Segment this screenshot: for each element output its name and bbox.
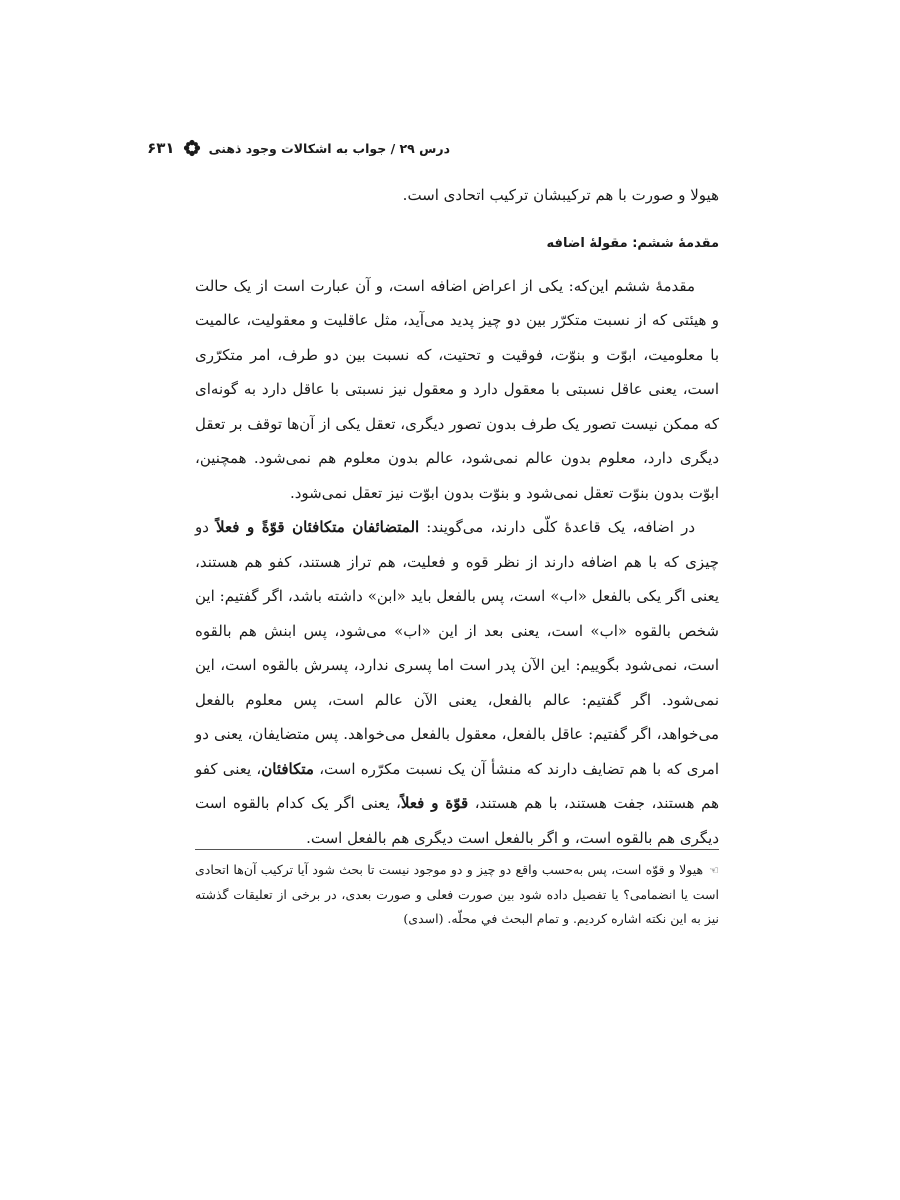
running-header [147,136,450,160]
footnote-text: هیولا و قوّه است، پس به‌حسب واقع دو چیز و دو موجود نیست تا بحث شود آیا ترکیب آن‌ها اتحادی است یا انضمامی؟ یا تفصیل داده شود بین صورت فعلی و صورت بعدی، در برخی از تعلیقات گذشته نیز به این نکته اشاره کردیم. و تمام البحث في محلّه. (اسدی) [195,862,719,926]
flower-ornament-icon [183,139,201,157]
section-heading: مقدمهٔ ششم: مقولهٔ اضافه [546,235,719,251]
para2-text-4: ، یعنی اگر یک کدام بالقوه است دیگری هم بالقوه است، و اگر بالفعل است دیگری هم بالفعل است. [195,794,719,847]
main-text [195,178,719,855]
para2-bold-phrase-3: قوّة و فعلاً [400,794,469,812]
para2-bold-phrase-2: متکافئان [261,759,314,778]
page-number: ۶۳۱ [147,139,175,157]
para2-text-1: در اضافه، یک قاعدهٔ کلّی دارند، می‌گویند: [419,518,695,536]
paragraph-1: مقدمهٔ ششم این‌که: یکی از اعراض اضافه است، و آن عبارت است از یک حالت و هیئتی که از نسبت متکرّر بین دو چیز پدید می‌آید، مثل عاقلیت و معقولیت، عالمیت با معلومیت، ابوّت و بنوّت، فوقیت و تحتیت، که نسبت بین دو طرف، امر متکرّری است، یعنی عاقل نسبتی با معقول دارد و معقول نیز نسبتی با عاقل دارد به گونه‌ای که ممکن نیست تصور یک طرف بدون تصور دیگری، تعقل یکی از آن‌ها توقف بر تعقل دیگری دارد، معلوم بدون عالم نمی‌شود، عالم بدون معلوم هم نمی‌شود. همچنین، ابوّت بدون بنوّت تعقل نمی‌شود و بنوّت بدون ابوّت نیز تعقل نمی‌شود. [195,276,719,502]
para2-bold-phrase-1: المتضائفان متکافئان قوّةً و فعلاً [216,518,420,536]
paragraph-2 [195,510,719,855]
para2-text-3: ، یعنی کفو هم هستند، جفت هستند، با هم هستند، [195,759,719,812]
footnote-divider [195,849,719,850]
intro-line: هیولا و صورت با هم ترکیبشان ترکیب اتحادی است. [402,186,719,204]
header-title: درس ۲۹ / جواب به اشکالات وجود ذهنی [208,140,450,156]
pointing-hand-icon: ☜ [709,864,719,877]
para2-text-2: دو چیزی که با هم اضافه دارند از نظر قوه و فعلیت، هم تراز هستند، کفو هم هستند، یعنی اگر یکی بالفعل «اب» است، پس بالفعل باید «ابن» داشته باشد، اگر گفتیم: این شخص بالقوه «اب» است، یعنی بعد از این «اب» می‌شود، پس ابنش هم بالقوه است، نمی‌شود بگوییم: این الآن پدر است اما پسری ندارد، پسرش بالقوه است، این نمی‌شود. اگر گفتیم: عالم بالفعل، یعنی الآن عالم است، پس معلوم بالفعل می‌خواهد، اگر گفتیم: عاقل بالفعل، معقول بالفعل می‌خواهد. پس متضایفان، یعنی دو امری که با هم تضایف دارند که منشأ آن یک نسبت مکرّره است، [195,518,720,778]
footnote [195,858,719,931]
